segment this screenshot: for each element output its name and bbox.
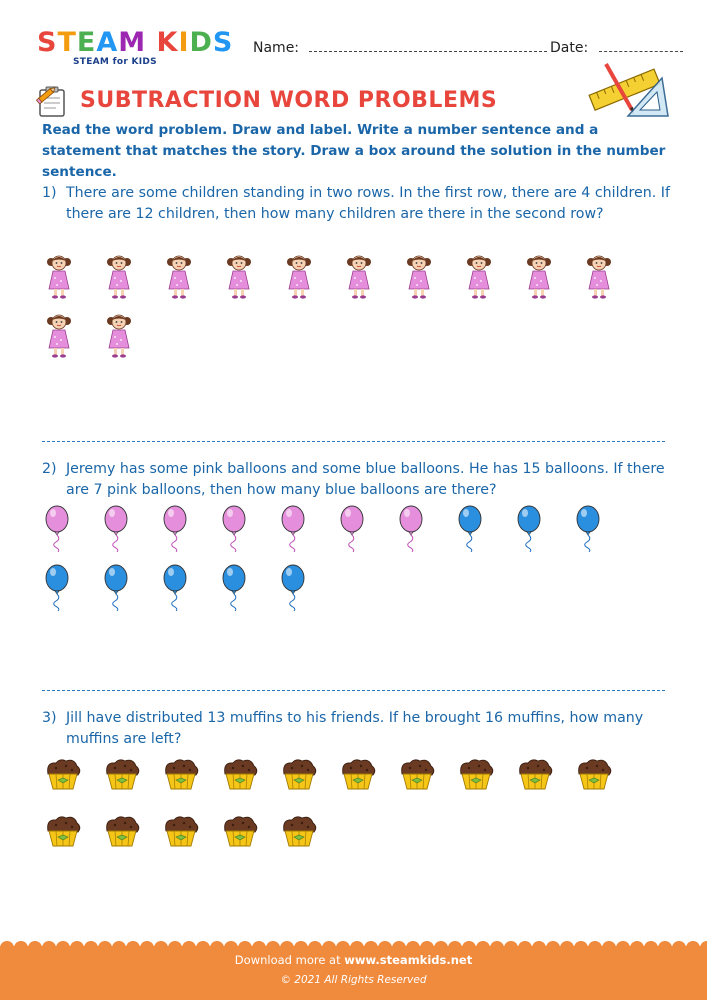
footer-banner	[0, 940, 707, 1000]
girl-icon	[166, 253, 192, 303]
name-field[interactable]	[253, 40, 547, 56]
logo-letter: S	[37, 27, 58, 58]
logo-letter: M	[118, 27, 147, 58]
date-label: Date:	[550, 40, 589, 56]
notepad-pencil-icon	[36, 84, 68, 118]
muffin-icon	[162, 815, 200, 853]
muffin-icon	[162, 758, 200, 796]
question-text: There are some children standing in two rows. In the first row, there are 4 children. If there are 12 children, then how many children are there in the second row?	[66, 185, 670, 222]
logo-wordmark	[37, 28, 237, 58]
muffin-icon	[398, 758, 436, 796]
balloon-icon	[42, 504, 72, 556]
balloon-icon	[337, 504, 367, 556]
girl-icon	[466, 253, 492, 303]
girl-icon	[46, 312, 72, 362]
balloon-icon	[278, 504, 308, 556]
steam-kids-logo	[37, 28, 237, 76]
muffin-icon	[103, 758, 141, 796]
girl-icon	[46, 253, 72, 303]
name-label: Name:	[253, 40, 300, 56]
logo-letter: S	[212, 27, 234, 58]
balloon-icon	[219, 563, 249, 615]
balloon-icon	[219, 504, 249, 556]
muffin-icon	[44, 815, 82, 853]
girl-icon	[346, 253, 372, 303]
balloon-icon	[101, 504, 131, 556]
name-line[interactable]	[309, 40, 547, 52]
balloon-icon	[278, 563, 308, 615]
muffin-icon	[221, 815, 259, 853]
question-2	[42, 459, 682, 501]
muffin-icon	[280, 815, 318, 853]
date-line[interactable]	[599, 40, 683, 52]
logo-letter: T	[57, 27, 77, 58]
ruler-triangle-icon	[586, 60, 672, 120]
girl-icon	[106, 253, 132, 303]
question-text: Jeremy has some pink balloons and some blue balloons. He has 15 balloons. If there are 7 pink balloons, then how many blue balloons are there?	[66, 461, 665, 498]
balloon-icon	[514, 504, 544, 556]
question-1	[42, 183, 682, 225]
logo-tagline: STEAM for KIDS	[73, 57, 157, 67]
question-text: Jill have distributed 13 muffins to his friends. If he brought 16 muffins, how many muffins are left?	[66, 710, 644, 747]
girl-icon	[286, 253, 312, 303]
muffin-icon	[516, 758, 554, 796]
balloon-icon	[160, 563, 190, 615]
question-number: 1)	[42, 185, 57, 201]
muffin-icon	[575, 758, 613, 796]
girl-icon	[106, 312, 132, 362]
date-field[interactable]	[550, 40, 683, 56]
logo-letter: I	[178, 27, 190, 58]
muffin-icon	[44, 758, 82, 796]
balloon-icon	[42, 563, 72, 615]
balloon-icon	[455, 504, 485, 556]
girl-icon	[406, 253, 432, 303]
balloon-icon	[101, 563, 131, 615]
balloon-icon	[573, 504, 603, 556]
girl-icon	[226, 253, 252, 303]
footer-url-link[interactable]: www.steamkids.net	[344, 953, 473, 967]
footer-download	[0, 953, 707, 967]
logo-letter: D	[189, 27, 213, 58]
balloon-icon	[396, 504, 426, 556]
muffin-icon	[339, 758, 377, 796]
logo-letter	[146, 28, 156, 58]
balloon-icon	[160, 504, 190, 556]
logo-letter: E	[76, 27, 97, 58]
logo-letter: K	[156, 27, 179, 58]
question-number: 3)	[42, 710, 57, 726]
instructions: Read the word problem. Draw and label. Write a number sentence and a statement that matches the story. Draw a box around the solution in the number sentence.	[42, 122, 666, 180]
footer-copyright: © 2021 All Rights Reserved	[280, 974, 427, 986]
muffin-icon	[457, 758, 495, 796]
section-divider	[42, 690, 665, 691]
question-number: 2)	[42, 461, 57, 477]
footer-download-prefix: Download more at	[234, 953, 341, 967]
page-title: SUBTRACTION WORD PROBLEMS	[80, 88, 498, 113]
footer	[0, 940, 707, 1000]
section-divider	[42, 441, 665, 442]
muffin-icon	[221, 758, 259, 796]
girl-icon	[586, 253, 612, 303]
girl-icon	[526, 253, 552, 303]
question-3	[42, 708, 682, 750]
muffin-icon	[103, 815, 141, 853]
muffin-icon	[280, 758, 318, 796]
logo-letter: A	[96, 27, 119, 58]
